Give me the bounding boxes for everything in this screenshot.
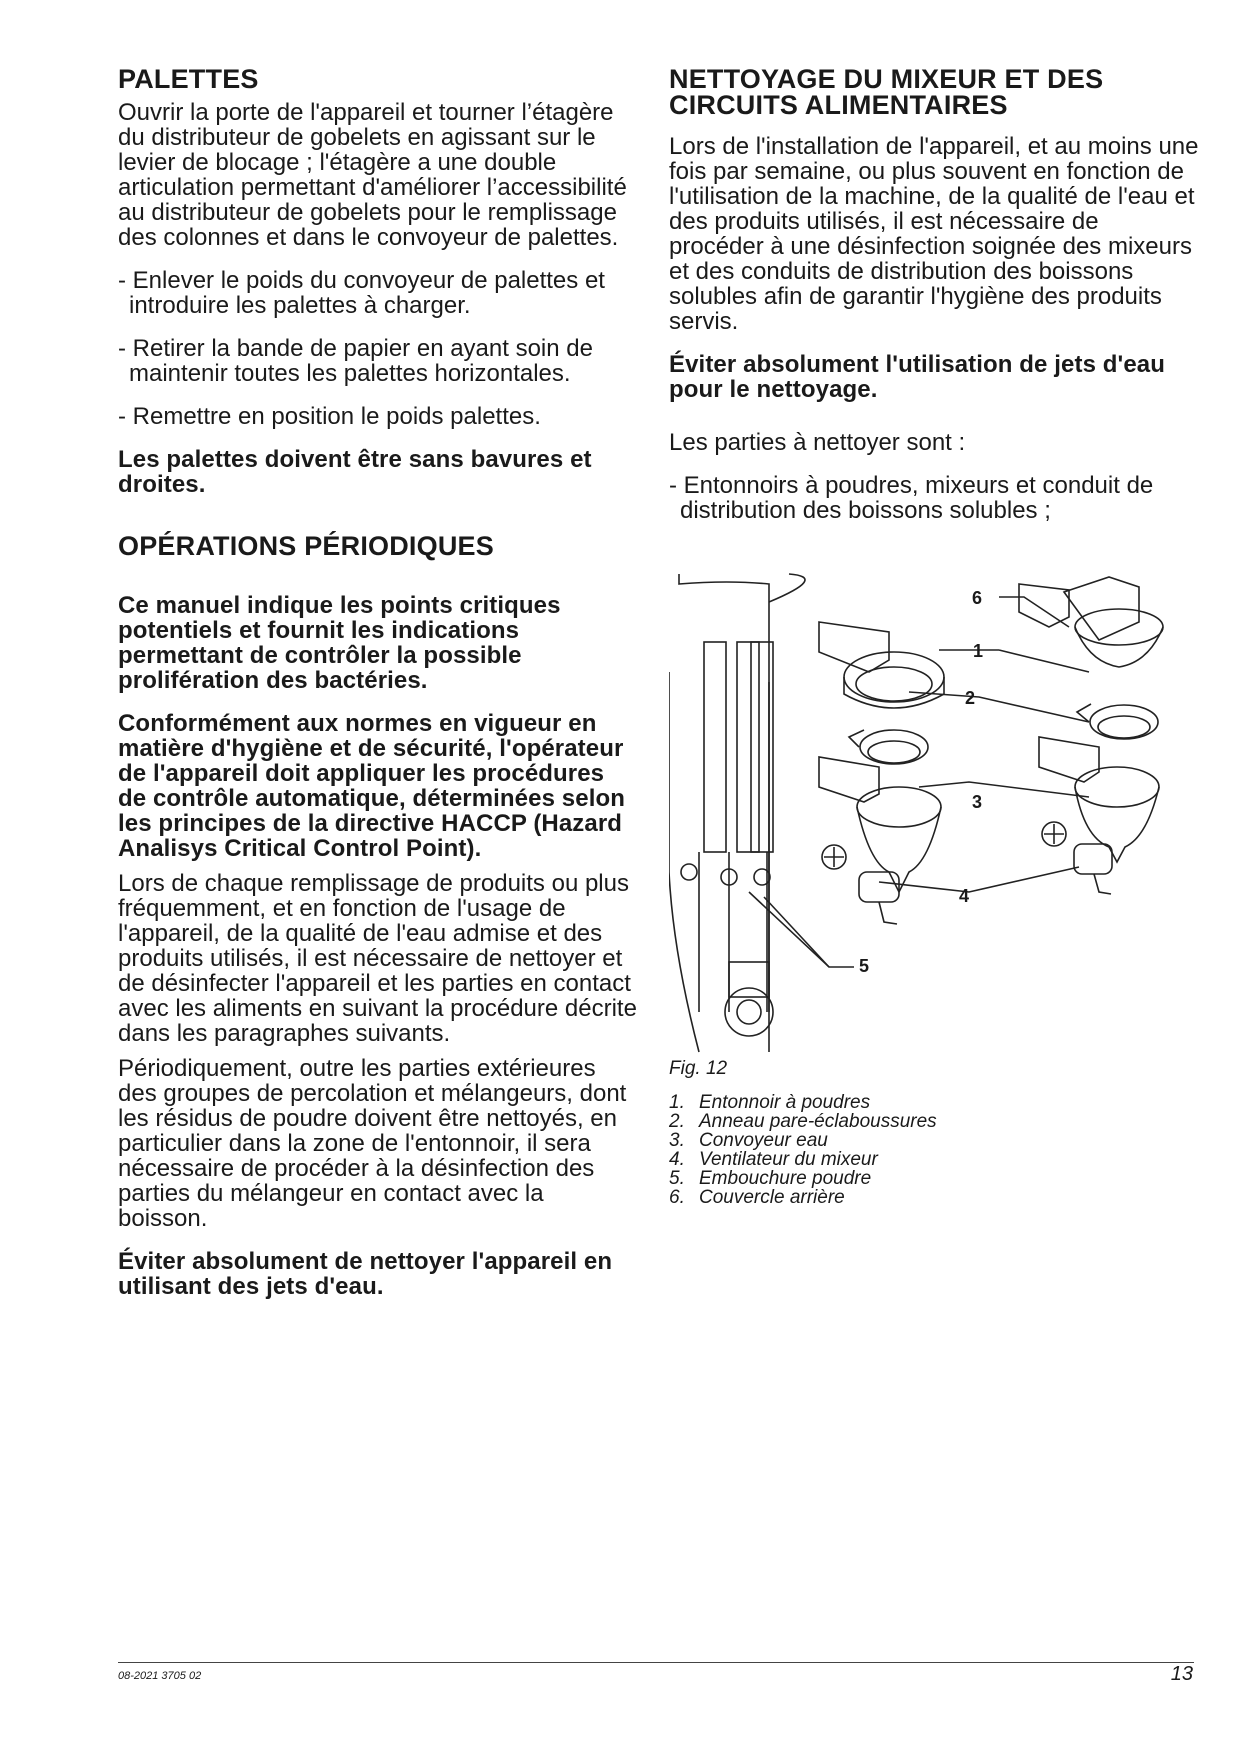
palettes-note: Les palettes doivent être sans bavures et droites. [118,446,592,498]
left-column [118,66,638,1309]
callout-1: 1 [973,641,984,661]
nettoyage-paragraph: Lors de l'installation de l'appareil, et au moins une fois par semaine, ou plus souvent en fonction de l'utilisation de la machine, de la qualité de l'eau et des produits utilisés, il est nécessaire de procéder à une désinfection soignée des mixeurs et des conduits de distribution des boissons solubles afin de garantir l'hygiène des produits servis. [669,133,1199,335]
palettes-step: - Retirer la bande de papier en ayant soin de maintenir toutes les palettes horizontales. [118,335,593,387]
figure-caption: Fig. 12 [669,1058,728,1079]
callout-5: 5 [859,956,870,976]
section-title-palettes: PALETTES [118,64,259,94]
callout-2: 2 [965,688,976,708]
legend-item: 6. Couvercle arrière [669,1187,845,1208]
operations-bold-1: Ce manuel indique les points critiques potentiels et fournit les indications permettant de contrôler la possible prolifération des bactéries. [118,592,561,694]
footer-divider [118,1662,1194,1663]
conveyor-left [819,757,879,802]
conveyor-right [1039,737,1099,782]
document-code: 08-2021 3705 02 [118,1670,202,1682]
operations-bold-2: Conformément aux normes en vigueur en matière d'hygiène et de sécurité, l'opérateur de l'appareil doit appliquer les procédures de contrôle automatique, déterminées selon les principes de la directive HACCP (Hazard Analisys Critical Control Point). [118,710,625,862]
legend-item: 5. Embouchure poudre [669,1168,872,1189]
palettes-intro: Ouvrir la porte de l'appareil et tourner l’étagère du distributeur de gobelets en agissant sur le levier de blocage ; l'étagère a une double articulation permettant d'améliorer l’accessibilité au distributeur de gobelets pour le remplissage des colonnes et dans le convoyeur de palettes. [118,99,627,251]
legend-item: 4. Ventilateur du mixeur [669,1149,878,1170]
chute-left [819,622,889,672]
callout-4: 4 [959,886,970,906]
operations-paragraph-1: Lors de chaque remplissage de produits ou plus fréquemment, et en fonction de l'usage de l'appareil, de la qualité de l'eau admise et des produits utilisés, il est nécessaire de nettoyer et de désinfecter l'appareil et les parties en contact avec les aliments en suivant la procédure décrite dans les paragraphes suivants. [118,870,637,1047]
nettoyage-warning: Éviter absolument l'utilisation de jets d'eau pour le nettoyage. [669,351,1166,403]
section-title-operations: OPÉRATIONS PÉRIODIQUES [118,531,494,561]
parts-intro: Les parties à nettoyer sont : [669,429,966,456]
parts-item: - Entonnoirs à poudres, mixeurs et conduit de distribution des boissons solubles ; [669,472,1154,524]
page-number: 13 [1170,1663,1193,1685]
machine-frame [679,574,769,1052]
knob [681,864,697,880]
right-column [669,66,1199,533]
palettes-step: - Enlever le poids du convoyeur de palettes et introduire les palettes à charger. [118,267,605,319]
operations-paragraph-2: Périodiquement, outre les parties extérieures des groupes de percolation et mélangeurs, dont les résidus de poudre doivent être nettoyés, en particulier dans la zone de l'entonnoir, il sera nécessaire de procéder à la désinfection des parties du mélangeur en contact avec la boisson. [118,1055,627,1232]
legend-item: 3. Convoyeur eau [669,1130,828,1151]
callout-6: 6 [972,588,983,608]
mixer-diagram [669,572,1189,1062]
motor [725,988,773,1036]
section-title-nettoyage: NETTOYAGE DU MIXEUR ET DES CIRCUITS ALIMENTAIRES [669,64,1104,120]
palettes-step: - Remettre en position le poids palettes. [118,403,541,430]
legend-item: 2. Anneau pare-éclaboussures [669,1111,937,1132]
canister [704,642,726,852]
canister [737,642,759,852]
cover-right [1019,584,1069,627]
figure-12-illustration [669,572,1189,1062]
callout-3: 3 [972,792,983,812]
legend-item: 1. Entonnoir à poudres [669,1092,871,1113]
operations-warning: Éviter absolument de nettoyer l'appareil en utilisant des jets d'eau. [118,1248,613,1300]
figure-legend [669,1093,937,1207]
